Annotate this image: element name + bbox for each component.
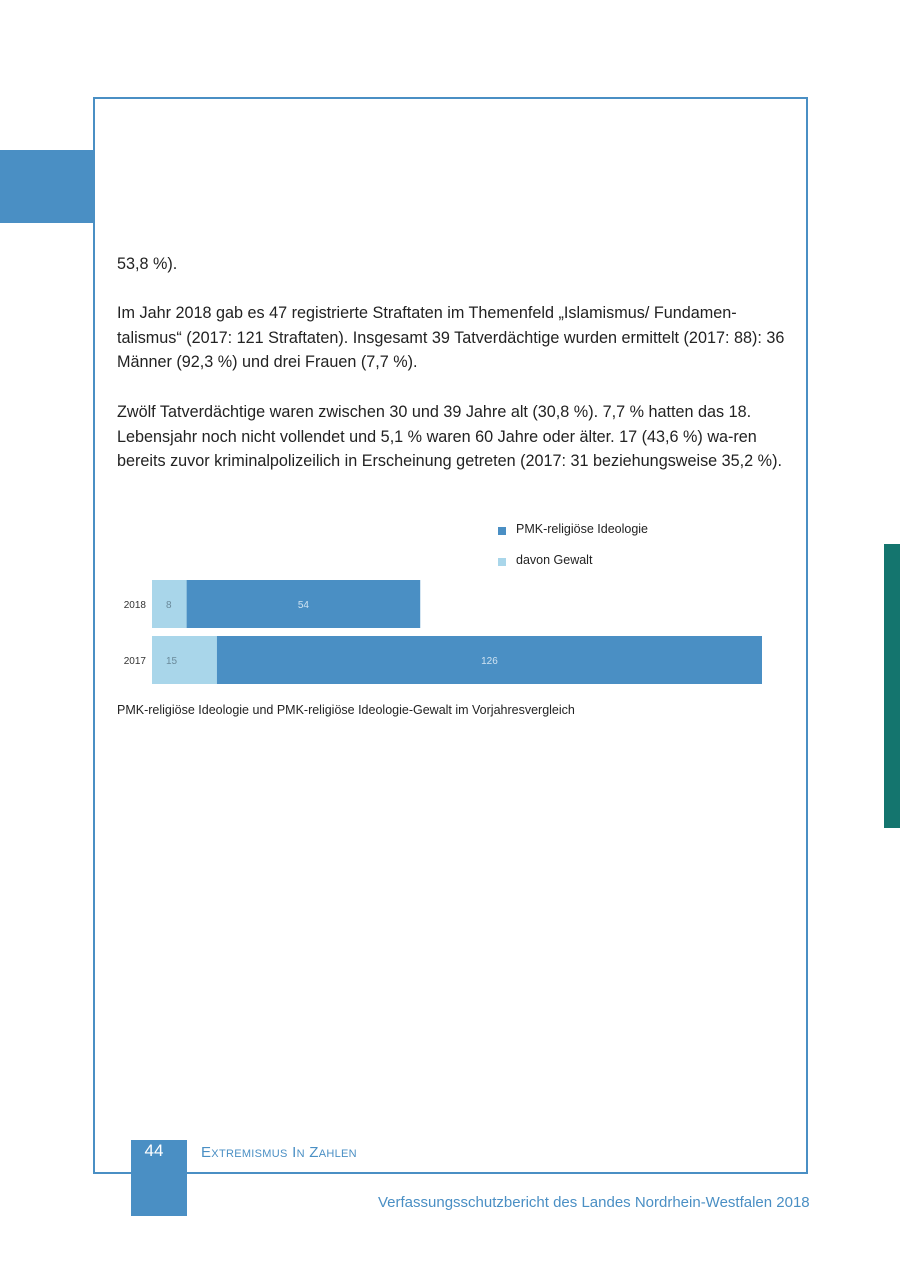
category-label-2018: 2018 [123,600,146,611]
page-number: 44 [144,1141,164,1160]
bar-2017-violence [152,636,217,684]
legend-label-ideology: PMK-religiöse Ideologie [516,522,649,536]
paragraph-suspect-ages: Zwölf Tatverdächtige waren zwischen 30 und 39 Jahre alt (30,8 %). 7,7 % hatten das 18. Lebensjahr noch nicht vollendet und 5,1 % waren 60 Jahre oder älter. 17 (43,6 %) wa-ren bereits zuvor kriminalpolizeilich in Erscheinung getreten (2017: 31 beziehungsweise 35,2 %). [117,403,782,470]
paragraph-continuation: 53,8 %). [117,255,178,273]
data-label-2017-ideology: 126 [481,656,498,667]
chapter-side-marker [884,544,900,828]
data-label-2018-violence: 8 [166,600,172,611]
legend-swatch-ideology [498,527,506,535]
chapter-tab-marker [0,150,93,223]
legend-swatch-violence [498,558,506,566]
publication-title: Verfassungsschutzbericht des Landes Nordrhein-Westfalen 2018 [378,1194,810,1211]
bar-chart [117,512,777,702]
data-label-2017-violence: 15 [166,656,178,667]
chart-canvas [117,512,777,702]
section-title: Extremismus In Zahlen [201,1144,357,1161]
legend-label-violence: davon Gewalt [516,553,593,567]
paragraph-islamism-offences: Im Jahr 2018 gab es 47 registrierte Straftaten im Themenfeld „Islamismus/ Fundamen-talismus“ (2017: 121 Straftaten). Insgesamt 39 Tatverdächtige wurden ermittelt (2017: 88): 36 Männer (92,3 %) und drei Frauen (7,7 %). [117,304,785,371]
chart-caption: PMK-religiöse Ideologie und PMK-religiöse Ideologie-Gewalt im Vorjahresvergleich [117,703,575,717]
category-label-2017: 2017 [123,656,146,667]
data-label-2018-ideology: 54 [297,600,309,611]
